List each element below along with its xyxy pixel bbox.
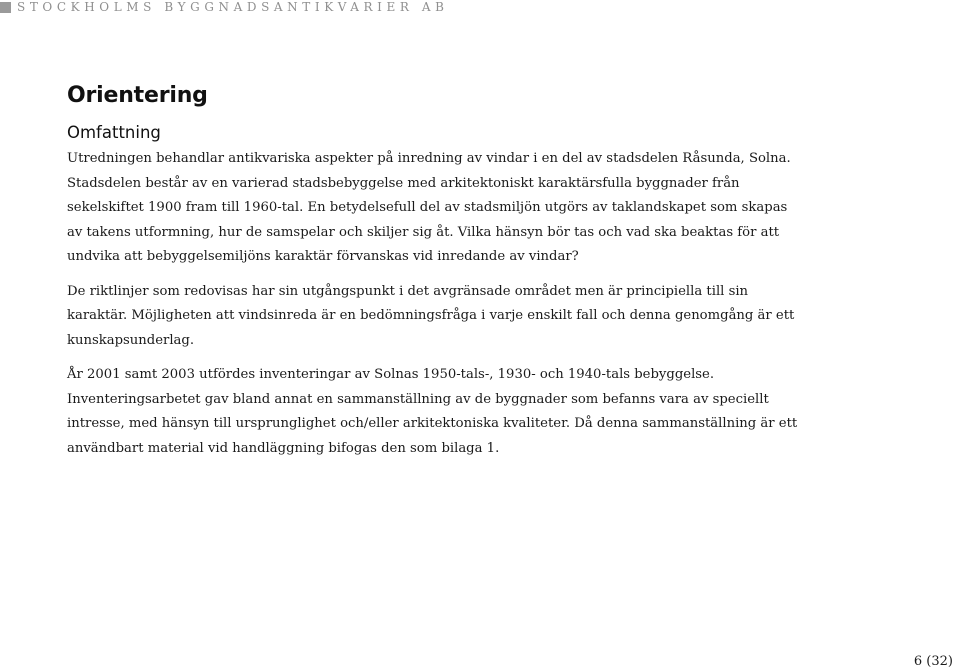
paragraph-line: undvika att bebyggelsemiljöns karaktär förvanskas vid inredande av vindar? xyxy=(67,249,579,264)
paragraph-guidelines xyxy=(67,280,867,354)
paragraph-inventories xyxy=(67,363,867,461)
paragraph-line: sekelskiftet 1900 fram till 1960-tal. En betydelsefull del av stadsmiljön utgörs av taklandskapet som skapas xyxy=(67,200,788,215)
section-title: Orientering xyxy=(67,83,208,108)
paragraph-line: kunskapsunderlag. xyxy=(67,332,195,348)
paragraph-line: av takens utformning, hur de samspelar och skiljer sig åt. Vilka hänsyn bör tas och vad ska beaktas för att xyxy=(67,224,780,240)
paragraph-line: intresse, med hänsyn till ursprunglighet och/eller arkitektoniska kvaliteter. Då denna sammanställning är ett xyxy=(67,416,798,431)
paragraph-line: De riktlinjer som redovisas har sin utgångspunkt i det avgränsade området men är principiella till sin xyxy=(67,283,749,299)
section-subtitle: Omfattning xyxy=(67,123,161,142)
page-number: 6 (32) xyxy=(913,654,953,669)
document-content xyxy=(67,82,867,461)
paragraph-line: Inventeringsarbetet gav bland annat en sammanställning av de byggnader som befanns vara av speciellt xyxy=(67,391,769,407)
header-square-mark xyxy=(0,2,11,13)
paragraph-scope xyxy=(67,147,867,270)
paragraph-line: användbart material vid handläggning bifogas den som bilaga 1. xyxy=(67,440,500,456)
paragraph-line: Stadsdelen består av en varierad stadsbebyggelse med arkitektoniskt karaktärsfulla byggnader från xyxy=(67,175,740,191)
paragraph-line: Utredningen behandlar antikvariska aspekter på inredning av vindar i en del av stadsdelen Råsunda, Solna. xyxy=(67,151,791,166)
page-header xyxy=(0,0,449,14)
paragraph-line: karaktär. Möjligheten att vindsinreda är en bedömningsfråga i varje enskilt fall och denna genomgång är ett xyxy=(67,308,795,323)
header-organization-name: STOCKHOLMS BYGGNADSANTIKVARIER AB xyxy=(17,0,449,14)
paragraph-line: År 2001 samt 2003 utfördes inventeringar av Solnas 1950-tals-, 1930- och 1940-tals bebyggelse. xyxy=(67,367,715,382)
